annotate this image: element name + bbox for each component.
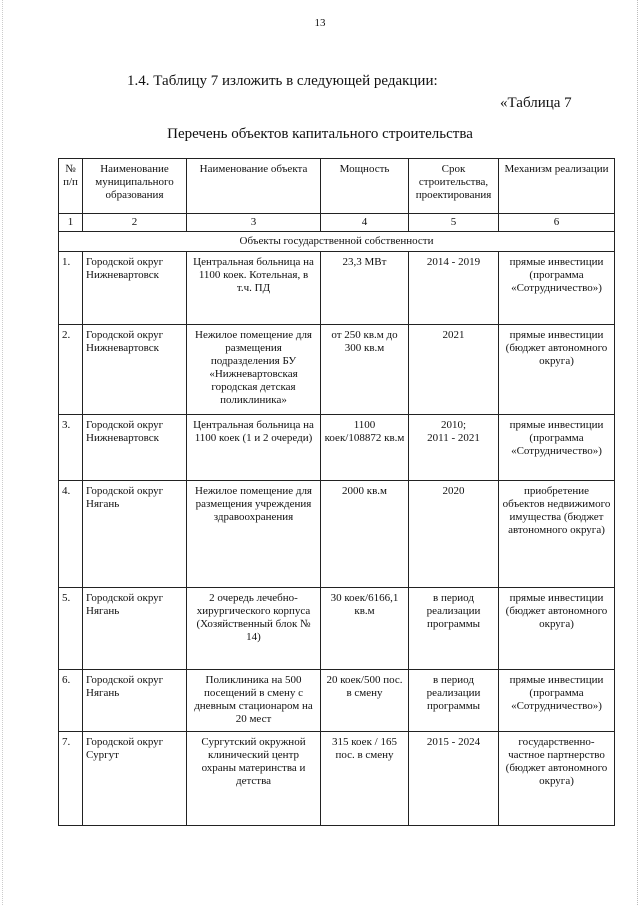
row-term: 2010; 2011 - 2021 — [409, 415, 499, 481]
header-term: Срок строительства, проектирования — [409, 159, 499, 214]
row-object: Поликлиника на 500 посещений в смену с дневным стационаром на 20 мест — [187, 670, 321, 732]
row-mechanism: прямые инвестиции (бюджет автономного округа) — [499, 325, 615, 415]
amendment-instruction: 1.4. Таблицу 7 изложить в следующей редакции: — [127, 73, 438, 89]
row-capacity: 2000 кв.м — [321, 481, 409, 588]
row-municipality: Городской округ Нижневартовск — [83, 252, 187, 325]
section-row — [59, 232, 615, 252]
row-mechanism: приобретение объектов недвижимого имущества (бюджет автономного округа) — [499, 481, 615, 588]
row-capacity: 315 коек / 165 пос. в смену — [321, 732, 409, 826]
row-mechanism: прямые инвестиции (программа «Сотрудничество») — [499, 415, 615, 481]
page-number: 13 — [314, 17, 326, 29]
row-municipality: Городской округ Нягань — [83, 588, 187, 670]
table-row — [59, 732, 615, 826]
header-num: № п/п — [59, 159, 83, 214]
column-index: 5 — [409, 214, 499, 232]
table-title: Перечень объектов капитального строительства — [167, 126, 473, 142]
row-object: Нежилое помещение для размещения учреждения здравоохранения — [187, 481, 321, 588]
row-capacity: 1100 коек/108872 кв.м — [321, 415, 409, 481]
row-municipality: Городской округ Сургут — [83, 732, 187, 826]
row-mechanism: прямые инвестиции (программа «Сотрудничество») — [499, 252, 615, 325]
table-row — [59, 415, 615, 481]
table-row — [59, 481, 615, 588]
header-municipality: Наименование муниципального образования — [83, 159, 187, 214]
row-capacity: от 250 кв.м до 300 кв.м — [321, 325, 409, 415]
row-municipality: Городской округ Нижневартовск — [83, 325, 187, 415]
row-municipality: Городской округ Нягань — [83, 670, 187, 732]
row-object: Центральная больница на 1100 коек. Котельная, в т.ч. ПД — [187, 252, 321, 325]
row-object: Центральная больница на 1100 коек (1 и 2 очереди) — [187, 415, 321, 481]
row-term: 2014 - 2019 — [409, 252, 499, 325]
header-mechanism: Механизм реализации — [499, 159, 615, 214]
column-index: 4 — [321, 214, 409, 232]
column-index: 1 — [59, 214, 83, 232]
row-object: 2 очередь лечебно-хирургического корпуса (Хозяйственный блок № 14) — [187, 588, 321, 670]
column-index: 6 — [499, 214, 615, 232]
row-object: Сургутский окружной клинический центр охраны материнства и детства — [187, 732, 321, 826]
row-municipality: Городской округ Нижневартовск — [83, 415, 187, 481]
row-number: 2. — [59, 325, 83, 415]
header-row — [59, 159, 615, 214]
row-number: 6. — [59, 670, 83, 732]
row-capacity: 30 коек/6166,1 кв.м — [321, 588, 409, 670]
row-capacity: 23,3 МВт — [321, 252, 409, 325]
row-number: 7. — [59, 732, 83, 826]
table-row — [59, 588, 615, 670]
capital-construction-table — [58, 158, 615, 826]
row-term: 2021 — [409, 325, 499, 415]
row-term: 2020 — [409, 481, 499, 588]
table-row — [59, 325, 615, 415]
row-number: 5. — [59, 588, 83, 670]
row-term: в период реализации программы — [409, 588, 499, 670]
row-number: 4. — [59, 481, 83, 588]
row-capacity: 20 коек/500 пос. в смену — [321, 670, 409, 732]
row-mechanism: прямые инвестиции (программа «Сотрудничество») — [499, 670, 615, 732]
column-index: 2 — [83, 214, 187, 232]
row-object: Нежилое помещение для размещения подразделения БУ «Нижневартовская городская детская поликлиника» — [187, 325, 321, 415]
table-tag: «Таблица 7 — [500, 95, 572, 111]
header-capacity: Мощность — [321, 159, 409, 214]
header-object: Наименование объекта — [187, 159, 321, 214]
section-title: Объекты государственной собственности — [59, 232, 615, 252]
row-municipality: Городской округ Нягань — [83, 481, 187, 588]
table-row — [59, 252, 615, 325]
row-term: в период реализации программы — [409, 670, 499, 732]
column-index: 3 — [187, 214, 321, 232]
row-mechanism: прямые инвестиции (бюджет автономного округа) — [499, 588, 615, 670]
row-mechanism: государственно-частное партнерство (бюджет автономного округа) — [499, 732, 615, 826]
column-index-row — [59, 214, 615, 232]
table-row — [59, 670, 615, 732]
row-term: 2015 - 2024 — [409, 732, 499, 826]
row-number: 1. — [59, 252, 83, 325]
row-number: 3. — [59, 415, 83, 481]
